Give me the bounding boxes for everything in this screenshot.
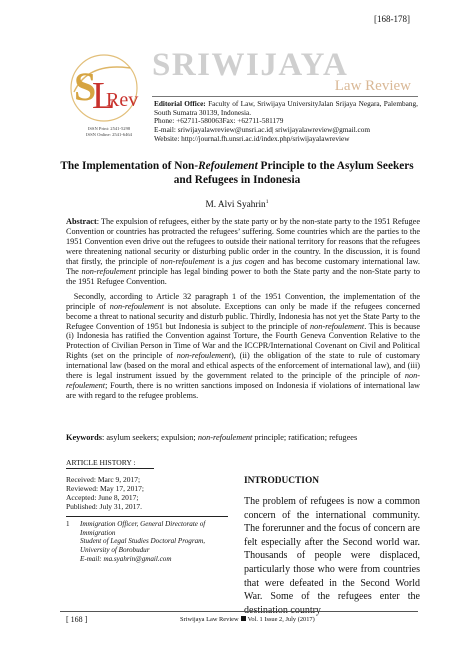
introduction-text: The problem of refugees is now a common concern of the international community. The forerunner and the focus of concern are felt especially after the Second world war. Thousands of people were displaced, particularly those who were from countries that were defeated in the Second World War. Some of the refugees enter the destination country xyxy=(244,496,420,616)
history-item: Published: July 31, 2017. xyxy=(66,502,143,511)
history-rule xyxy=(66,468,154,469)
masthead-title: SRIWIJAYA xyxy=(152,47,349,83)
abstract-paragraph-1: Abstract: The expulsion of refugees, either by the state party or by the non-state party to the 1951 Refugee Convention or countries has protracted the refugees’ suffering. Some countries which are the parties to the 1951 Convention even drive out the refugees to outside their national territory for reasons that the refugees were threatening national security or disturbing public order in the country. In the discussion, it is found that firstly, the principle of non-refoulement is a jus cogen and has become customary international law. The non-refoulement principle has legal binding power to both the State party and the non-State party to the 1951 Refugee Convention. xyxy=(66,217,420,286)
editorial-label: Editorial Office: xyxy=(154,99,206,108)
title-part-1: The Implementation of Non- xyxy=(60,160,199,172)
abstract-label: Abstract xyxy=(66,217,97,226)
author xyxy=(60,199,414,210)
keywords-label: Keywords xyxy=(66,433,102,442)
editorial-address: Faculty of Law, Sriwijaya UniversityJalan Srijaya Negara, Palembang, South Sumatra 30139, Indonesia. xyxy=(154,99,418,117)
footnote-line: Immigration Officer, General Directorate of Immigration xyxy=(80,520,206,537)
footer-rule xyxy=(60,611,418,612)
issn-online: ISSN Online: 2541-6464 xyxy=(86,132,132,137)
masthead-subtitle: Law Review xyxy=(334,78,411,94)
footer-issue: Vol. 1 Issue 2, July (2017) xyxy=(247,616,315,623)
footnote-line: Student of Legal Studies Doctoral Program, University of Borobudur xyxy=(80,537,206,555)
introduction-heading: INTRODUCTION xyxy=(244,476,320,486)
editorial-office xyxy=(154,100,418,144)
footnote-number: 1 xyxy=(66,520,70,528)
title-part-3: Principle to the Asylum Seekers and Refugees in Indonesia xyxy=(173,160,414,186)
page-number: [ 168 ] xyxy=(66,615,88,624)
article-title xyxy=(60,159,414,187)
header-rule xyxy=(152,96,418,97)
article-history-heading: ARTICLE HISTORY : xyxy=(66,458,136,467)
editorial-website[interactable]: Website: http://journal.fh.unsri.ac.id/index.php/sriwijayalawreview xyxy=(154,133,350,143)
page-range: [168-178] xyxy=(374,14,410,24)
abstract-paragraph-2: Secondly, according to Article 32 paragraph 1 of the 1951 Convention, the implementation of the principle of non-refoulement is not absolute. Exceptions can only be made if the refugees concerned become a threat to national security and disturb public. Thirdly, Indonesia has not yet the State Party to the Refugee Convention of 1951 but Indonesia is subject to the principle of non-refoulement. This is because (i) Indonesia has ratified the Convention against Torture, the Fourth Geneva Convention Relative to the Protection of Civilian Person in Time of War and the ICCPR/International Covenant on Civil and Political Rights (set on the principle of non-refoulement), (ii) the obligation of the state to rule of customary international law (based on the moral and ethical aspects of the enforcement of international law), and (iii) there is legal instrument issued by the government related to the principle of the principle of non-refoulement; Fourth, there is no written sanctions imposed on Indonesia if violations of international law are with regard to the refugee problems. xyxy=(66,291,421,401)
author-name: M. Alvi Syahrin xyxy=(205,200,266,211)
history-item: Received: Marc 9, 2017; xyxy=(66,475,141,484)
issn-block xyxy=(66,126,152,138)
history-item: Accepted: June 8, 2017; xyxy=(66,493,139,502)
footnote-rule xyxy=(66,516,228,517)
title-part-2: Refoulement xyxy=(198,160,258,172)
editorial-email[interactable]: E-mail: sriwijayalawreview@unsri.ac.id| sriwijayalawreview@gmail.com xyxy=(154,125,371,135)
logo-letters-rev: Rev xyxy=(106,89,139,111)
footer-journal-info xyxy=(180,616,418,623)
footer-journal-name: Sriwijaya Law Review xyxy=(180,616,239,623)
author-footnote-mark[interactable]: 1 xyxy=(265,199,269,205)
issn-print: ISSN Print: 2541-5298 xyxy=(87,126,131,131)
square-bullet-icon xyxy=(241,616,246,621)
journal-logo xyxy=(68,52,146,124)
editorial-phone: Phone: +62711-580063Fax: +62711-581179 xyxy=(154,116,284,126)
abstract xyxy=(66,217,420,406)
article-history-list xyxy=(66,475,144,511)
masthead xyxy=(152,48,417,98)
footnote-email[interactable]: E-mail: ma.syahrin@gmail.com xyxy=(80,554,172,563)
keywords: Keywords: asylum seekers; expulsion; non-refoulement principle; ratification; refugees xyxy=(66,433,358,442)
history-item: Reviewed: May 17, 2017; xyxy=(66,484,144,493)
logo-letter-l: L xyxy=(92,75,116,117)
footnote xyxy=(66,520,236,564)
logo-letter-s: S xyxy=(74,64,97,109)
